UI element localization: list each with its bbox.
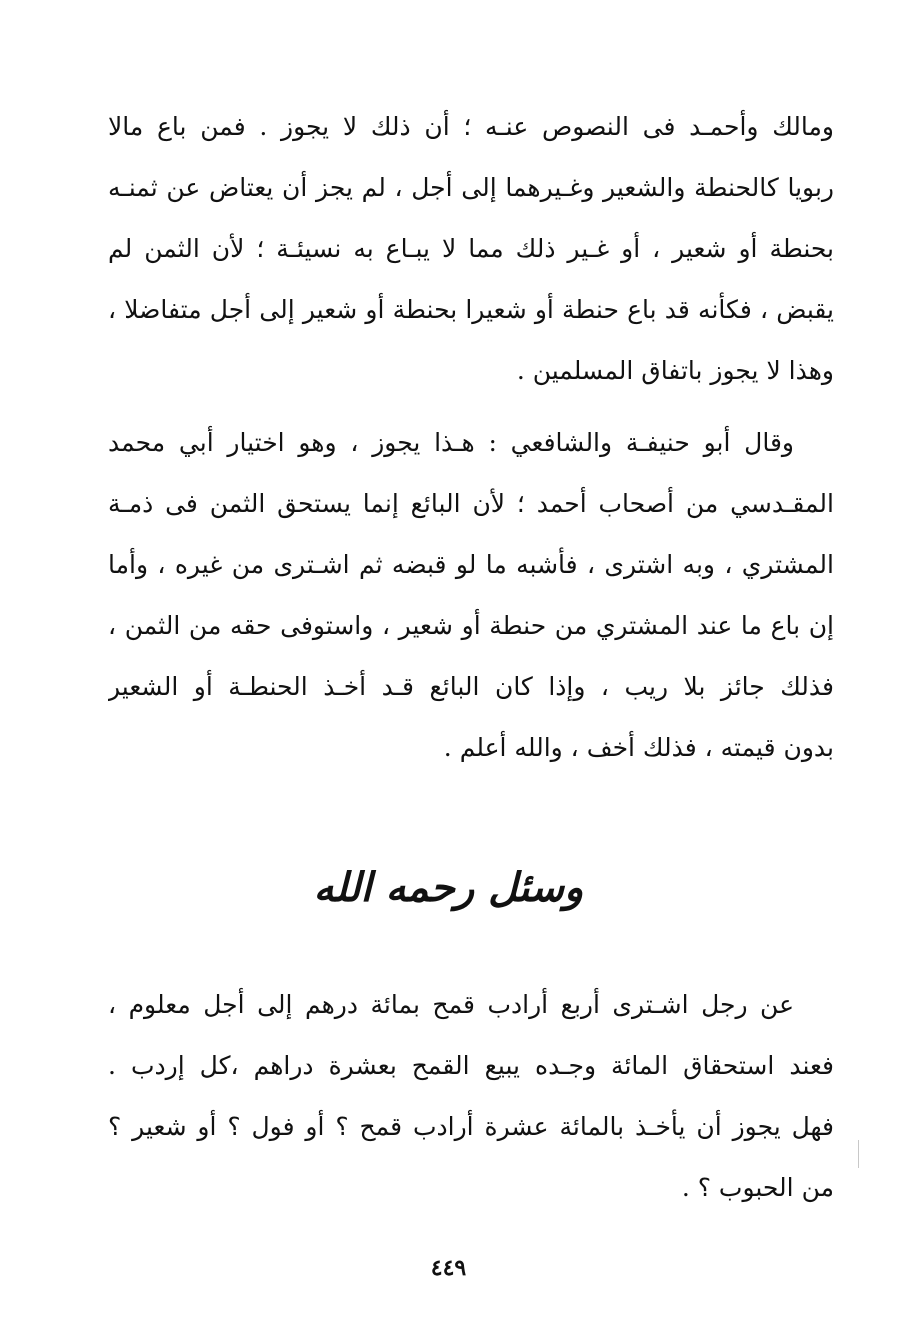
text-line: بدون قيمته ، فذلك أخف ، والله أعلم . [443, 733, 834, 762]
text-line: إن باع ما عند المشتري من حنطة أو شعير ، واستوفى حقه من الثمن ، [108, 611, 834, 640]
text-line: عن رجل اشـترى أربع أرادب قمح بمائة درهم إلى أجل معلوم ، [108, 990, 794, 1019]
text-line: من الحبوب ؟ . [681, 1173, 834, 1202]
section-heading: وسئل رحمه الله [313, 865, 584, 911]
paragraph-2 [108, 412, 834, 778]
text-line: المقـدسي من أصحاب أحمد ؛ لأن البائع إنما يستحق الثمن فى ذمـة [108, 489, 834, 518]
text-line: فهل يجوز أن يأخـذ بالمائة عشرة أرادب قمح ؟ أو فول ؟ أو شعير ؟ [108, 1112, 834, 1141]
text-line: ومالك وأحمـد فى النصوص عنـه ؛ أن ذلك لا يجوز . فمن باع مالا [108, 112, 834, 141]
text-line: فذلك جائز بلا ريب ، وإذا كان البائع قـد أخـذ الحنطـة أو الشعير [108, 672, 834, 701]
text-line: بحنطة أو شعير ، أو غـير ذلك مما لا يبـاع به نسيئـة ؛ لأن الثمن لم [108, 234, 834, 263]
text-line: وهذا لا يجوز باتفاق المسلمين . [516, 356, 834, 385]
text-line: وقال أبو حنيفـة والشافعي : هـذا يجوز ، وهو اختيار أبي محمد [108, 428, 794, 457]
text-line: فعند استحقاق المائة وجـده يبيع القمح بعشرة دراهم ،كل إردب . [108, 1051, 834, 1080]
paragraph-1 [108, 96, 834, 401]
text-line: المشتري ، وبه اشترى ، فأشبه ما لو قبضه ثم اشـترى من غيره ، وأما [108, 550, 834, 579]
text-line: يقبض ، فكأنه قد باع حنطة أو شعيرا بحنطة أو شعير إلى أجل متفاضلا ، [108, 295, 834, 324]
page-number: ٤٤٩ [430, 1255, 467, 1281]
paragraph-3 [108, 974, 834, 1218]
text-line: ربويا كالحنطة والشعير وغـيرهما إلى أجل ، لم يجز أن يعتاض عن ثمنـه [108, 173, 834, 202]
margin-mark [858, 1140, 859, 1168]
